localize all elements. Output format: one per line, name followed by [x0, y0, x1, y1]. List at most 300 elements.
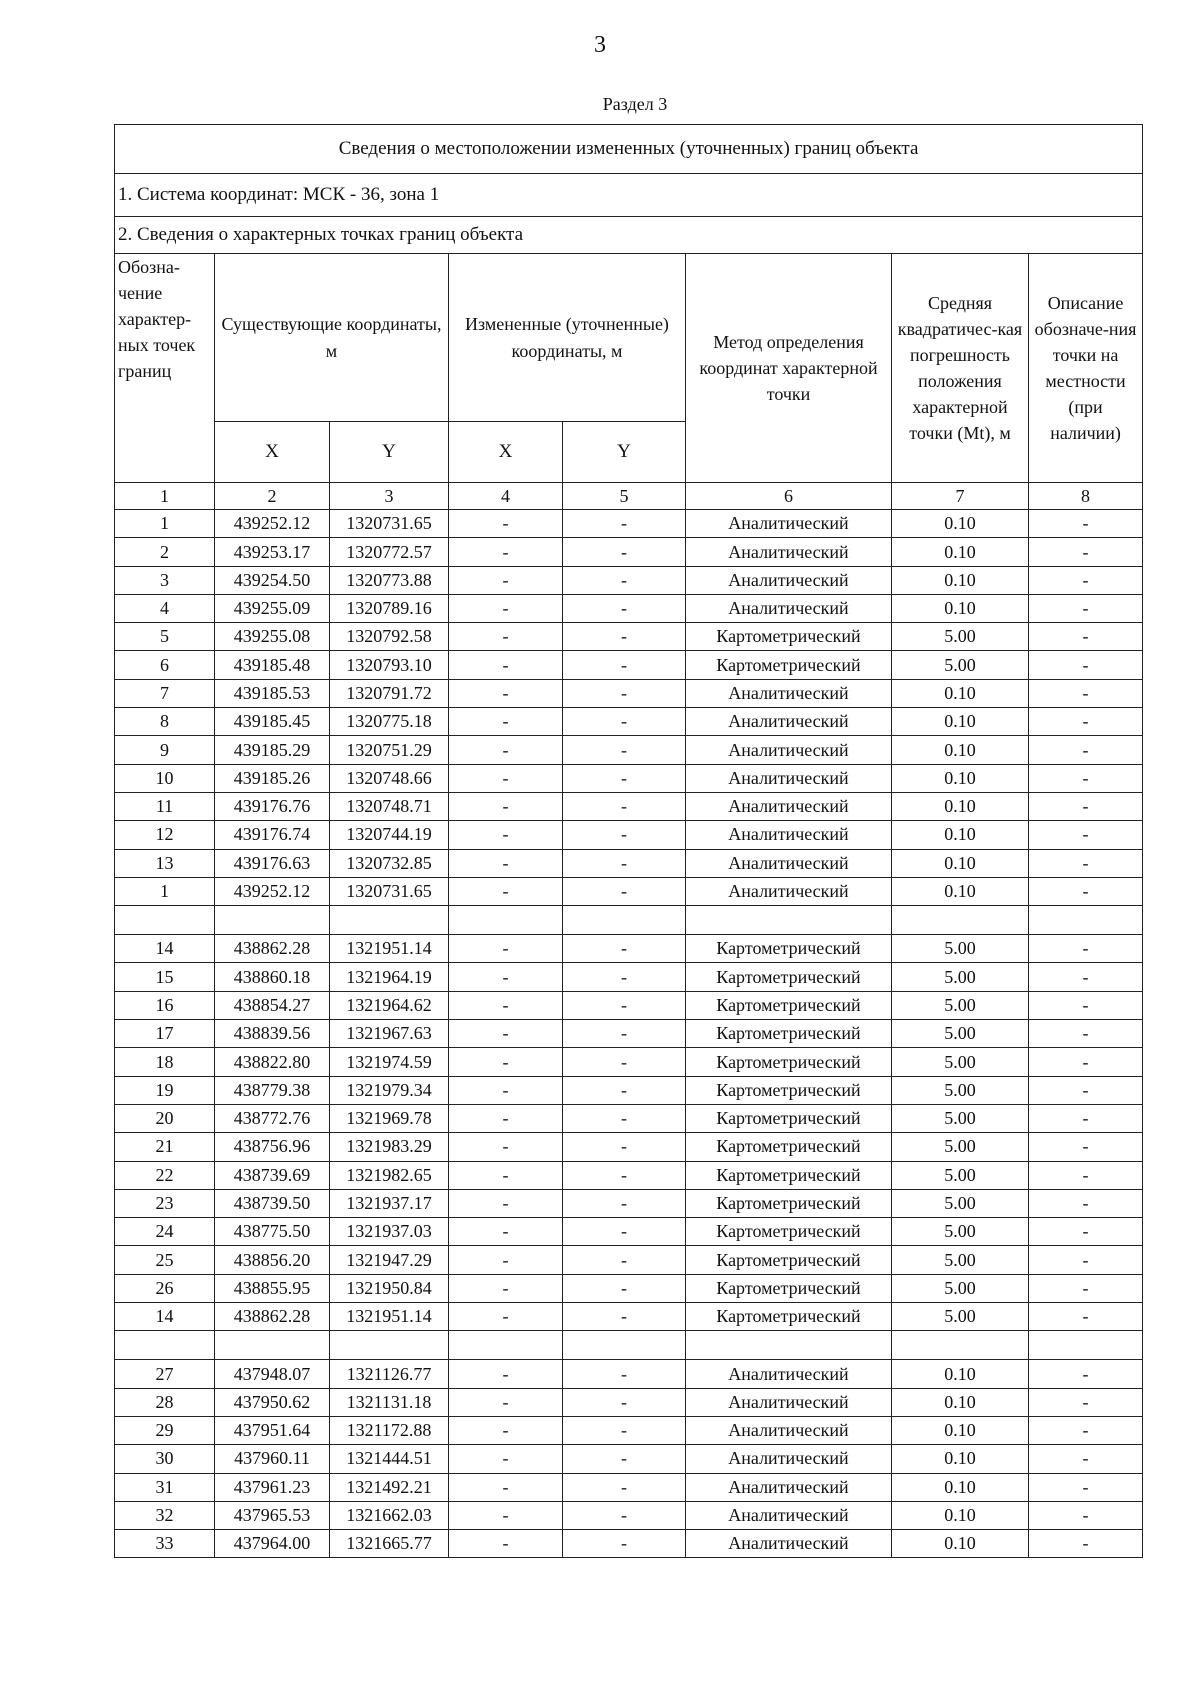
existing-x-cell: 438775.50: [215, 1218, 330, 1246]
existing-x-cell: 439185.53: [215, 679, 330, 707]
existing-y-cell: 1320772.57: [330, 538, 449, 566]
method-cell: Аналитический: [686, 1445, 892, 1473]
header-y-changed: Y: [563, 422, 686, 483]
table-row: [115, 1133, 1143, 1161]
existing-x-cell: 438822.80: [215, 1048, 330, 1076]
description-cell: -: [1029, 764, 1143, 792]
table-row: [115, 1274, 1143, 1302]
table-title-row: [115, 125, 1143, 174]
point-id-cell: 16: [115, 991, 215, 1019]
description-cell: -: [1029, 1360, 1143, 1388]
boundary-points-table: [114, 124, 1143, 1558]
empty-cell: [892, 906, 1029, 935]
method-cell: Картометрический: [686, 1048, 892, 1076]
table-row: [115, 792, 1143, 820]
existing-x-cell: 439185.45: [215, 708, 330, 736]
description-cell: -: [1029, 1416, 1143, 1444]
changed-y-cell: -: [563, 1218, 686, 1246]
method-cell: Аналитический: [686, 1388, 892, 1416]
description-cell: -: [1029, 1274, 1143, 1302]
point-id-cell: 1: [115, 510, 215, 538]
existing-x-cell: 437948.07: [215, 1360, 330, 1388]
point-id-cell: 7: [115, 679, 215, 707]
changed-y-cell: -: [563, 708, 686, 736]
existing-y-cell: 1321974.59: [330, 1048, 449, 1076]
error-mt-cell: 5.00: [892, 651, 1029, 679]
table-row: [115, 963, 1143, 991]
method-cell: Аналитический: [686, 1501, 892, 1529]
existing-y-cell: 1320744.19: [330, 821, 449, 849]
changed-x-cell: -: [449, 963, 563, 991]
existing-x-cell: 439255.09: [215, 594, 330, 622]
header-y-existing: Y: [330, 422, 449, 483]
description-cell: -: [1029, 1020, 1143, 1048]
error-mt-cell: 0.10: [892, 1445, 1029, 1473]
changed-x-cell: -: [449, 1246, 563, 1274]
existing-y-cell: 1321967.63: [330, 1020, 449, 1048]
description-cell: -: [1029, 1048, 1143, 1076]
method-cell: Аналитический: [686, 708, 892, 736]
column-number: 4: [449, 483, 563, 510]
method-cell: Картометрический: [686, 1020, 892, 1048]
point-id-cell: 26: [115, 1274, 215, 1302]
column-number: 5: [563, 483, 686, 510]
existing-x-cell: 437951.64: [215, 1416, 330, 1444]
error-mt-cell: 0.10: [892, 1473, 1029, 1501]
table-row: [115, 1218, 1143, 1246]
existing-y-cell: 1321964.62: [330, 991, 449, 1019]
existing-x-cell: 438839.56: [215, 1020, 330, 1048]
method-cell: Картометрический: [686, 991, 892, 1019]
header-point-designation: Обозна-чение характер-ных точек границ: [115, 254, 215, 483]
point-id-cell: 9: [115, 736, 215, 764]
point-id-cell: 28: [115, 1388, 215, 1416]
description-cell: -: [1029, 1104, 1143, 1132]
method-cell: Аналитический: [686, 821, 892, 849]
table-row: [115, 1360, 1143, 1388]
existing-x-cell: 439254.50: [215, 566, 330, 594]
method-cell: Аналитический: [686, 877, 892, 905]
error-mt-cell: 5.00: [892, 991, 1029, 1019]
table-row: [115, 849, 1143, 877]
existing-y-cell: 1321951.14: [330, 1303, 449, 1331]
error-mt-cell: 0.10: [892, 510, 1029, 538]
description-cell: -: [1029, 935, 1143, 963]
existing-y-cell: 1321937.17: [330, 1189, 449, 1217]
changed-y-cell: -: [563, 566, 686, 594]
changed-x-cell: -: [449, 1303, 563, 1331]
changed-y-cell: -: [563, 1360, 686, 1388]
point-id-cell: 8: [115, 708, 215, 736]
method-cell: Аналитический: [686, 1530, 892, 1558]
empty-cell: [1029, 1331, 1143, 1360]
description-cell: -: [1029, 736, 1143, 764]
changed-x-cell: -: [449, 849, 563, 877]
changed-x-cell: -: [449, 1218, 563, 1246]
table-row: [115, 566, 1143, 594]
error-mt-cell: 0.10: [892, 821, 1029, 849]
changed-x-cell: -: [449, 1388, 563, 1416]
header-changed-coords: Измененные (уточненные) координаты, м: [449, 254, 686, 422]
point-id-cell: 30: [115, 1445, 215, 1473]
error-mt-cell: 5.00: [892, 1133, 1029, 1161]
table-row: [115, 708, 1143, 736]
existing-y-cell: 1321951.14: [330, 935, 449, 963]
description-cell: -: [1029, 1530, 1143, 1558]
changed-x-cell: -: [449, 510, 563, 538]
existing-x-cell: 438779.38: [215, 1076, 330, 1104]
table-row: [115, 594, 1143, 622]
method-cell: Аналитический: [686, 510, 892, 538]
table-row: [115, 1416, 1143, 1444]
point-id-cell: 29: [115, 1416, 215, 1444]
table-row: [115, 1303, 1143, 1331]
changed-y-cell: -: [563, 1473, 686, 1501]
method-cell: Аналитический: [686, 736, 892, 764]
empty-cell: [449, 906, 563, 935]
empty-cell: [330, 906, 449, 935]
point-id-cell: 3: [115, 566, 215, 594]
changed-x-cell: -: [449, 935, 563, 963]
error-mt-cell: 5.00: [892, 1161, 1029, 1189]
table-row: [115, 538, 1143, 566]
changed-y-cell: -: [563, 1274, 686, 1302]
changed-x-cell: -: [449, 1360, 563, 1388]
error-mt-cell: 0.10: [892, 764, 1029, 792]
existing-x-cell: 438860.18: [215, 963, 330, 991]
existing-x-cell: 438772.76: [215, 1104, 330, 1132]
changed-y-cell: -: [563, 877, 686, 905]
existing-x-cell: 438756.96: [215, 1133, 330, 1161]
changed-y-cell: -: [563, 991, 686, 1019]
table-row: [115, 1388, 1143, 1416]
changed-y-cell: -: [563, 1020, 686, 1048]
error-mt-cell: 0.10: [892, 849, 1029, 877]
existing-y-cell: 1320731.65: [330, 877, 449, 905]
changed-x-cell: -: [449, 764, 563, 792]
group-spacer-row: [115, 1331, 1143, 1360]
error-mt-cell: 0.10: [892, 708, 1029, 736]
point-id-cell: 33: [115, 1530, 215, 1558]
changed-y-cell: -: [563, 736, 686, 764]
table-title: Сведения о местоположении измененных (уточненных) границ объекта: [115, 125, 1143, 174]
error-mt-cell: 0.10: [892, 594, 1029, 622]
error-mt-cell: 5.00: [892, 623, 1029, 651]
changed-x-cell: -: [449, 877, 563, 905]
changed-y-cell: -: [563, 1530, 686, 1558]
empty-cell: [892, 1331, 1029, 1360]
changed-x-cell: -: [449, 1104, 563, 1132]
point-id-cell: 25: [115, 1246, 215, 1274]
changed-x-cell: -: [449, 1189, 563, 1217]
point-id-cell: 14: [115, 935, 215, 963]
changed-y-cell: -: [563, 764, 686, 792]
changed-x-cell: -: [449, 1473, 563, 1501]
header-row: [115, 254, 1143, 422]
coord-system: 1. Система координат: МСК - 36, зона 1: [115, 174, 1143, 217]
changed-y-cell: -: [563, 679, 686, 707]
error-mt-cell: 0.10: [892, 566, 1029, 594]
point-id-cell: 21: [115, 1133, 215, 1161]
empty-cell: [115, 906, 215, 935]
existing-x-cell: 438739.69: [215, 1161, 330, 1189]
changed-y-cell: -: [563, 792, 686, 820]
existing-x-cell: 439176.74: [215, 821, 330, 849]
empty-cell: [686, 1331, 892, 1360]
existing-y-cell: 1321662.03: [330, 1501, 449, 1529]
points-header-row: [115, 217, 1143, 254]
point-id-cell: 20: [115, 1104, 215, 1132]
table-body: [115, 125, 1143, 1558]
column-numbers-row: [115, 483, 1143, 510]
method-cell: Аналитический: [686, 1473, 892, 1501]
changed-y-cell: -: [563, 1246, 686, 1274]
table-row: [115, 1246, 1143, 1274]
point-id-cell: 2: [115, 538, 215, 566]
method-cell: Картометрический: [686, 623, 892, 651]
error-mt-cell: 0.10: [892, 1501, 1029, 1529]
existing-x-cell: 437964.00: [215, 1530, 330, 1558]
empty-cell: [686, 906, 892, 935]
error-mt-cell: 0.10: [892, 1416, 1029, 1444]
method-cell: Аналитический: [686, 792, 892, 820]
table-row: [115, 1501, 1143, 1529]
changed-x-cell: -: [449, 1416, 563, 1444]
empty-cell: [449, 1331, 563, 1360]
description-cell: -: [1029, 538, 1143, 566]
changed-y-cell: -: [563, 1133, 686, 1161]
existing-y-cell: 1320792.58: [330, 623, 449, 651]
description-cell: -: [1029, 651, 1143, 679]
method-cell: Картометрический: [686, 1161, 892, 1189]
header-method: Метод определения координат характерной точки: [686, 254, 892, 483]
empty-cell: [215, 906, 330, 935]
existing-y-cell: 1321126.77: [330, 1360, 449, 1388]
error-mt-cell: 0.10: [892, 538, 1029, 566]
existing-y-cell: 1321172.88: [330, 1416, 449, 1444]
error-mt-cell: 5.00: [892, 1246, 1029, 1274]
point-id-cell: 32: [115, 1501, 215, 1529]
error-mt-cell: 5.00: [892, 1274, 1029, 1302]
table-row: [115, 1104, 1143, 1132]
method-cell: Картометрический: [686, 1076, 892, 1104]
existing-x-cell: 438856.20: [215, 1246, 330, 1274]
point-id-cell: 17: [115, 1020, 215, 1048]
existing-y-cell: 1320748.71: [330, 792, 449, 820]
existing-y-cell: 1320732.85: [330, 849, 449, 877]
table-row: [115, 651, 1143, 679]
header-description: Описание обозначе-ния точки на местности (при наличии): [1029, 254, 1143, 483]
changed-y-cell: -: [563, 1048, 686, 1076]
table-row: [115, 935, 1143, 963]
existing-y-cell: 1321947.29: [330, 1246, 449, 1274]
changed-x-cell: -: [449, 991, 563, 1019]
changed-y-cell: -: [563, 1189, 686, 1217]
method-cell: Аналитический: [686, 679, 892, 707]
changed-y-cell: -: [563, 538, 686, 566]
method-cell: Картометрический: [686, 1274, 892, 1302]
existing-y-cell: 1321492.21: [330, 1473, 449, 1501]
changed-y-cell: -: [563, 821, 686, 849]
description-cell: -: [1029, 1161, 1143, 1189]
existing-y-cell: 1320775.18: [330, 708, 449, 736]
changed-y-cell: -: [563, 849, 686, 877]
table-row: [115, 764, 1143, 792]
table-row: [115, 1473, 1143, 1501]
error-mt-cell: 0.10: [892, 1530, 1029, 1558]
existing-x-cell: 439253.17: [215, 538, 330, 566]
changed-x-cell: -: [449, 623, 563, 651]
existing-y-cell: 1321444.51: [330, 1445, 449, 1473]
existing-y-cell: 1321969.78: [330, 1104, 449, 1132]
point-id-cell: 15: [115, 963, 215, 991]
coord-system-row: [115, 174, 1143, 217]
table-row: [115, 991, 1143, 1019]
empty-cell: [1029, 906, 1143, 935]
changed-y-cell: -: [563, 1303, 686, 1331]
changed-y-cell: -: [563, 935, 686, 963]
changed-x-cell: -: [449, 679, 563, 707]
existing-y-cell: 1320731.65: [330, 510, 449, 538]
changed-y-cell: -: [563, 623, 686, 651]
method-cell: Картометрический: [686, 963, 892, 991]
table-row: [115, 1530, 1143, 1558]
error-mt-cell: 5.00: [892, 1048, 1029, 1076]
existing-x-cell: 437965.53: [215, 1501, 330, 1529]
changed-x-cell: -: [449, 651, 563, 679]
table-row: [115, 623, 1143, 651]
point-id-cell: 19: [115, 1076, 215, 1104]
changed-y-cell: -: [563, 1161, 686, 1189]
existing-x-cell: 438854.27: [215, 991, 330, 1019]
changed-x-cell: -: [449, 1274, 563, 1302]
point-id-cell: 13: [115, 849, 215, 877]
description-cell: -: [1029, 510, 1143, 538]
method-cell: Картометрический: [686, 651, 892, 679]
changed-x-cell: -: [449, 1530, 563, 1558]
description-cell: -: [1029, 1388, 1143, 1416]
existing-x-cell: 439185.48: [215, 651, 330, 679]
method-cell: Аналитический: [686, 538, 892, 566]
point-id-cell: 4: [115, 594, 215, 622]
existing-y-cell: 1320751.29: [330, 736, 449, 764]
description-cell: -: [1029, 1445, 1143, 1473]
description-cell: -: [1029, 679, 1143, 707]
description-cell: -: [1029, 594, 1143, 622]
column-number: 1: [115, 483, 215, 510]
changed-y-cell: -: [563, 1501, 686, 1529]
changed-y-cell: -: [563, 651, 686, 679]
table-row: [115, 1189, 1143, 1217]
error-mt-cell: 5.00: [892, 963, 1029, 991]
existing-y-cell: 1320748.66: [330, 764, 449, 792]
point-id-cell: 27: [115, 1360, 215, 1388]
point-id-cell: 5: [115, 623, 215, 651]
changed-x-cell: -: [449, 708, 563, 736]
description-cell: -: [1029, 1218, 1143, 1246]
method-cell: Аналитический: [686, 849, 892, 877]
table-row: [115, 679, 1143, 707]
method-cell: Картометрический: [686, 1104, 892, 1132]
section-title: Раздел 3: [602, 94, 668, 114]
existing-y-cell: 1321979.34: [330, 1076, 449, 1104]
changed-x-cell: -: [449, 1161, 563, 1189]
existing-y-cell: 1321950.84: [330, 1274, 449, 1302]
description-cell: -: [1029, 708, 1143, 736]
empty-cell: [115, 1331, 215, 1360]
error-mt-cell: 0.10: [892, 792, 1029, 820]
table-row: [115, 510, 1143, 538]
point-id-cell: 18: [115, 1048, 215, 1076]
error-mt-cell: 5.00: [892, 1020, 1029, 1048]
existing-x-cell: 438862.28: [215, 1303, 330, 1331]
changed-y-cell: -: [563, 1076, 686, 1104]
existing-x-cell: 439185.26: [215, 764, 330, 792]
points-header: 2. Сведения о характерных точках границ объекта: [115, 217, 1143, 254]
changed-x-cell: -: [449, 594, 563, 622]
method-cell: Аналитический: [686, 594, 892, 622]
existing-x-cell: 439176.76: [215, 792, 330, 820]
existing-x-cell: 438862.28: [215, 935, 330, 963]
existing-x-cell: 437960.11: [215, 1445, 330, 1473]
error-mt-cell: 5.00: [892, 1303, 1029, 1331]
existing-x-cell: 439176.63: [215, 849, 330, 877]
existing-y-cell: 1321982.65: [330, 1161, 449, 1189]
existing-x-cell: 439252.12: [215, 877, 330, 905]
point-id-cell: 1: [115, 877, 215, 905]
changed-y-cell: -: [563, 1445, 686, 1473]
error-mt-cell: 5.00: [892, 1076, 1029, 1104]
description-cell: -: [1029, 877, 1143, 905]
table-row: [115, 1020, 1143, 1048]
changed-x-cell: -: [449, 566, 563, 594]
method-cell: Картометрический: [686, 1303, 892, 1331]
point-id-cell: 6: [115, 651, 215, 679]
page-number: 3: [594, 32, 606, 58]
changed-x-cell: -: [449, 538, 563, 566]
error-mt-cell: 5.00: [892, 1218, 1029, 1246]
existing-x-cell: 437950.62: [215, 1388, 330, 1416]
changed-y-cell: -: [563, 594, 686, 622]
point-id-cell: 23: [115, 1189, 215, 1217]
table-row: [115, 1048, 1143, 1076]
point-id-cell: 10: [115, 764, 215, 792]
existing-y-cell: 1321983.29: [330, 1133, 449, 1161]
empty-cell: [330, 1331, 449, 1360]
existing-y-cell: 1320773.88: [330, 566, 449, 594]
existing-y-cell: 1321937.03: [330, 1218, 449, 1246]
description-cell: -: [1029, 849, 1143, 877]
error-mt-cell: 0.10: [892, 1360, 1029, 1388]
description-cell: -: [1029, 1189, 1143, 1217]
changed-x-cell: -: [449, 1048, 563, 1076]
changed-y-cell: -: [563, 510, 686, 538]
method-cell: Аналитический: [686, 764, 892, 792]
description-cell: -: [1029, 1076, 1143, 1104]
column-number: 8: [1029, 483, 1143, 510]
changed-x-cell: -: [449, 1133, 563, 1161]
table-row: [115, 1445, 1143, 1473]
method-cell: Картометрический: [686, 1218, 892, 1246]
changed-x-cell: -: [449, 1076, 563, 1104]
column-number: 6: [686, 483, 892, 510]
existing-x-cell: 439185.29: [215, 736, 330, 764]
existing-x-cell: 439255.08: [215, 623, 330, 651]
empty-cell: [563, 906, 686, 935]
header-x-changed: X: [449, 422, 563, 483]
changed-y-cell: -: [563, 1104, 686, 1132]
description-cell: -: [1029, 821, 1143, 849]
